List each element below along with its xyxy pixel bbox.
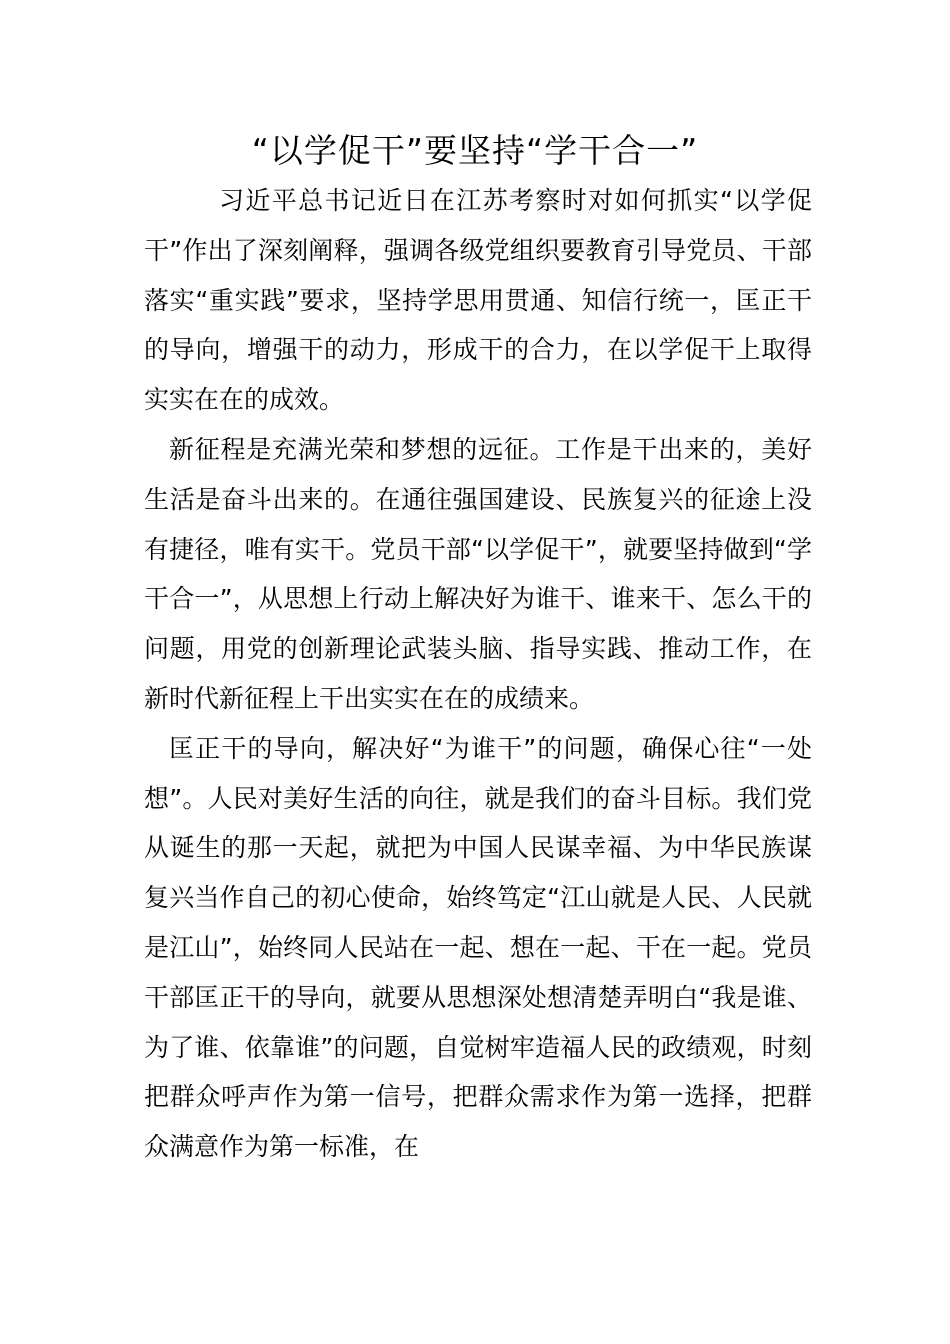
paragraph-3: 匡正干的导向，解决好“为谁干”的问题，确保心往“一处想”。人民对美好生活的向往，就是我们的奋斗目标。我们党从诞生的那一天起，就把为中国人民谋幸福、为中华民族谋复兴当作自己的初心使命，始终笃定“江山就是人民、人民就是江山”，始终同人民站在一起、想在一起、干在一起。党员干部匡正干的导向，就要从思想深处想清楚弄明白“我是谁、为了谁、依靠谁”的问题，自觉树牢造福人民的政绩观，时刻把群众呼声作为第一信号，把群众需求作为第一选择，把群众满意作为第一标准，在 [144,733,812,1162]
paragraph-1: 习近平总书记近日在江苏考察时对如何抓实“以学促干”作出了深刻阐释，强调各级党组织要教育引导党员、干部落实“重实践”要求，坚持学思用贯通、知信行统一，匡正干的导向，增强干的动力，形成干的合力，在以学促干上取得实实在在的成效。 [144,186,812,415]
document-title: “以学促干”要坚持“学干合一” [251,131,699,170]
paragraph-2: 新征程是充满光荣和梦想的远征。工作是干出来的，美好生活是奋斗出来的。在通往强国建设、民族复兴的征途上没有捷径，唯有实干。党员干部“以学促干”，就要坚持做到“学干合一”，从思想上行动上解决好为谁干、谁来干、怎么干的问题，用党的创新理论武装头脑、指导实践、推动工作，在新时代新征程上干出实实在在的成绩来。 [144,434,812,713]
document-body [144,176,812,1172]
